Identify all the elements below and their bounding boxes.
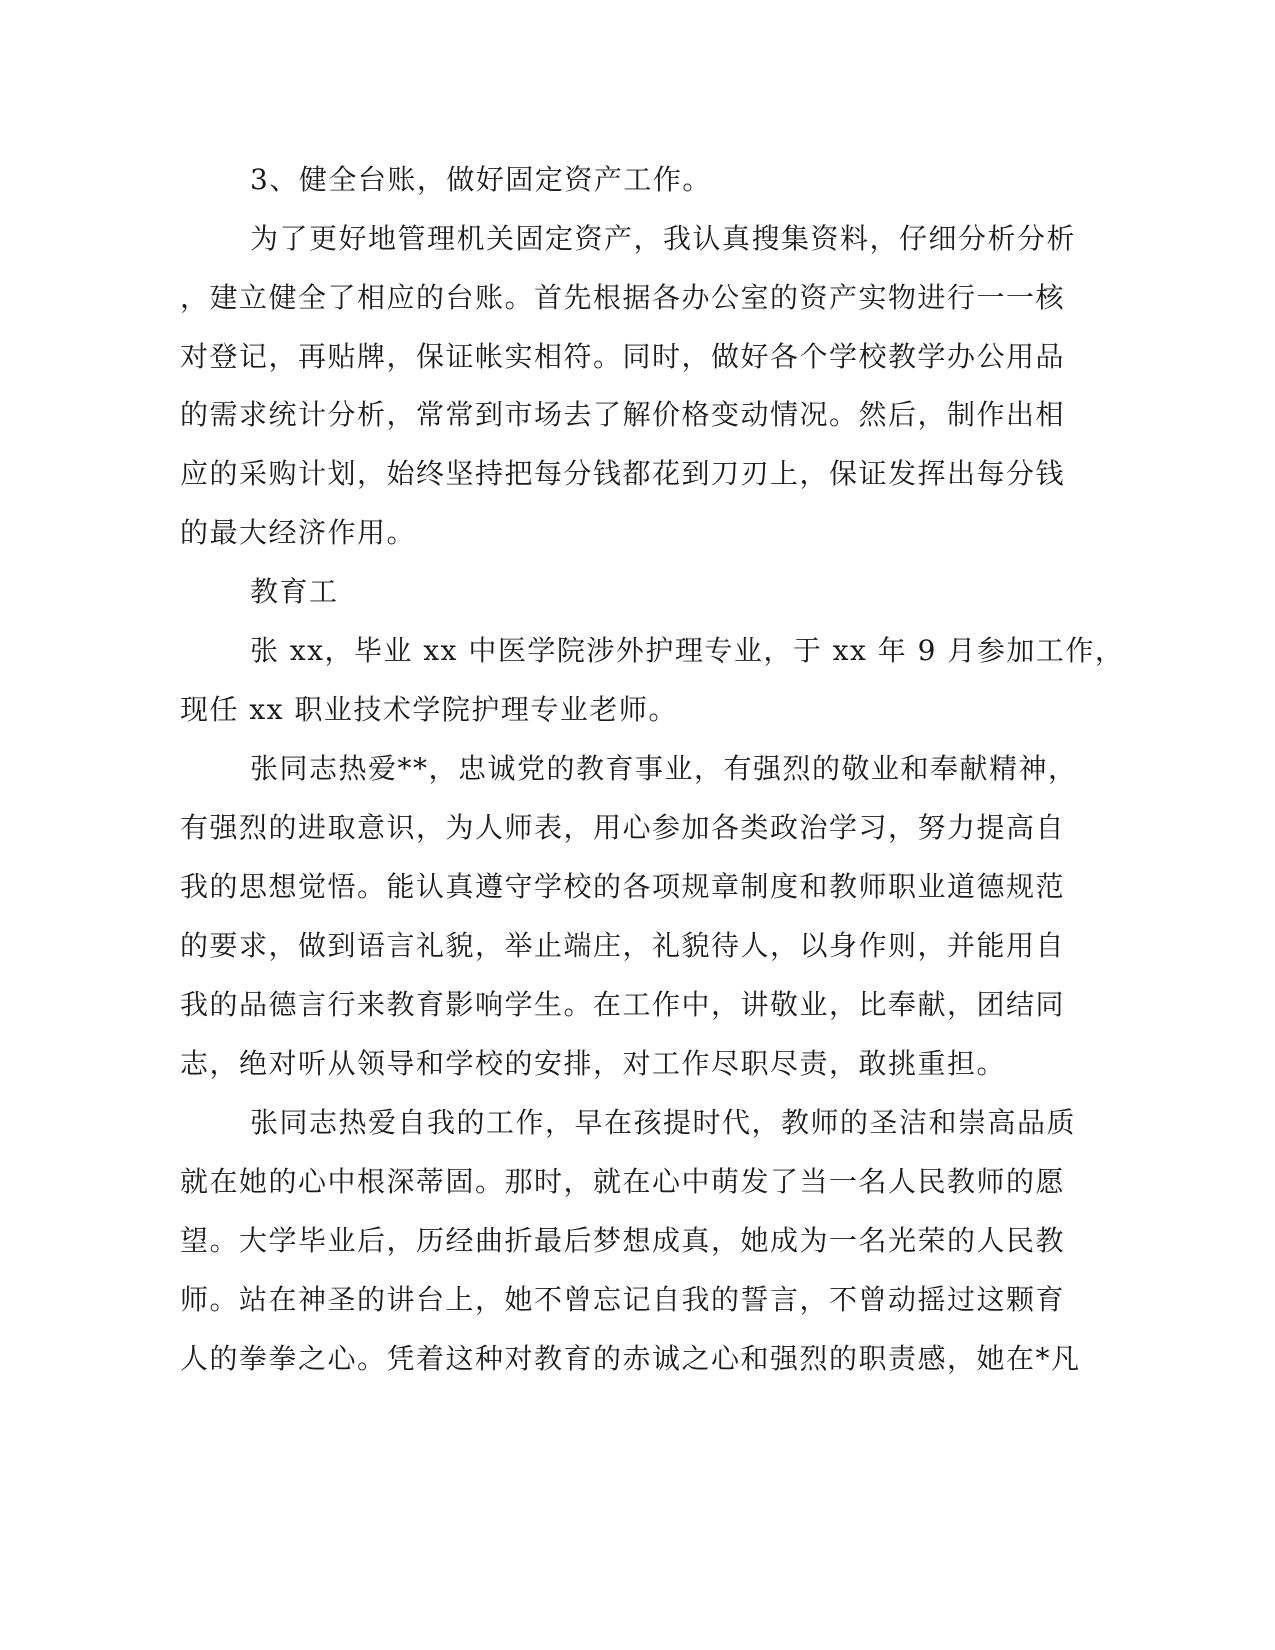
paragraph-line: 的要求，做到语言礼貌，举止端庄，礼貌待人，以身作则，并能用自	[180, 929, 1066, 962]
paragraph-line: 张 xx，毕业 xx 中医学院涉外护理专业，于 xx 年 9 月参加工作，	[250, 634, 1125, 667]
paragraph-line: 现任 xx 职业技术学院护理专业老师。	[180, 693, 678, 726]
paragraph-line: 张同志热爱**，忠诚党的教育事业，有强烈的敬业和奉献精神，	[250, 752, 1078, 785]
paragraph-line: ，建立健全了相应的台账。首先根据各办公室的资产实物进行一一核	[180, 281, 1066, 314]
paragraph-line: 张同志热爱自我的工作，早在孩提时代，教师的圣洁和崇高品质	[250, 1106, 1077, 1139]
paragraph-line: 为了更好地管理机关固定资产，我认真搜集资料，仔细分析分析	[250, 222, 1077, 255]
paragraph-line: 的需求统计分析，常常到市场去了解价格变动情况。然后，制作出相	[180, 398, 1066, 431]
paragraph-line: 志，绝对听从领导和学校的安排，对工作尽职尽责，敢挑重担。	[180, 1047, 1007, 1080]
paragraph-line: 有强烈的进取意识，为人师表，用心参加各类政治学习，努力提高自	[180, 811, 1066, 844]
paragraph-line: 人的拳拳之心。凭着这种对教育的赤诚之心和强烈的职责感，她在*凡	[180, 1342, 1081, 1375]
paragraph-line: 我的品德言行来教育影响学生。在工作中，讲敬业，比奉献，团结同	[180, 988, 1066, 1021]
paragraph-line: 师。站在神圣的讲台上，她不曾忘记自我的誓言，不曾动摇过这颗育	[180, 1283, 1066, 1316]
paragraph-line: 我的思想觉悟。能认真遵守学校的各项规章制度和教师职业道德规范	[180, 870, 1066, 903]
section-heading-education: 教育工	[250, 575, 339, 608]
section-heading-fixed-assets: 3、健全台账，做好固定资产工作。	[250, 163, 712, 196]
paragraph-line: 的最大经济作用。	[180, 516, 417, 549]
paragraph-line: 应的采购计划，始终坚持把每分钱都花到刀刃上，保证发挥出每分钱	[180, 457, 1066, 490]
paragraph-line: 对登记，再贴牌，保证帐实相符。同时，做好各个学校教学办公用品	[180, 340, 1066, 373]
paragraph-line: 就在她的心中根深蒂固。那时，就在心中萌发了当一名人民教师的愿	[180, 1165, 1066, 1198]
paragraph-line: 望。大学毕业后，历经曲折最后梦想成真，她成为一名光荣的人民教	[180, 1224, 1066, 1257]
